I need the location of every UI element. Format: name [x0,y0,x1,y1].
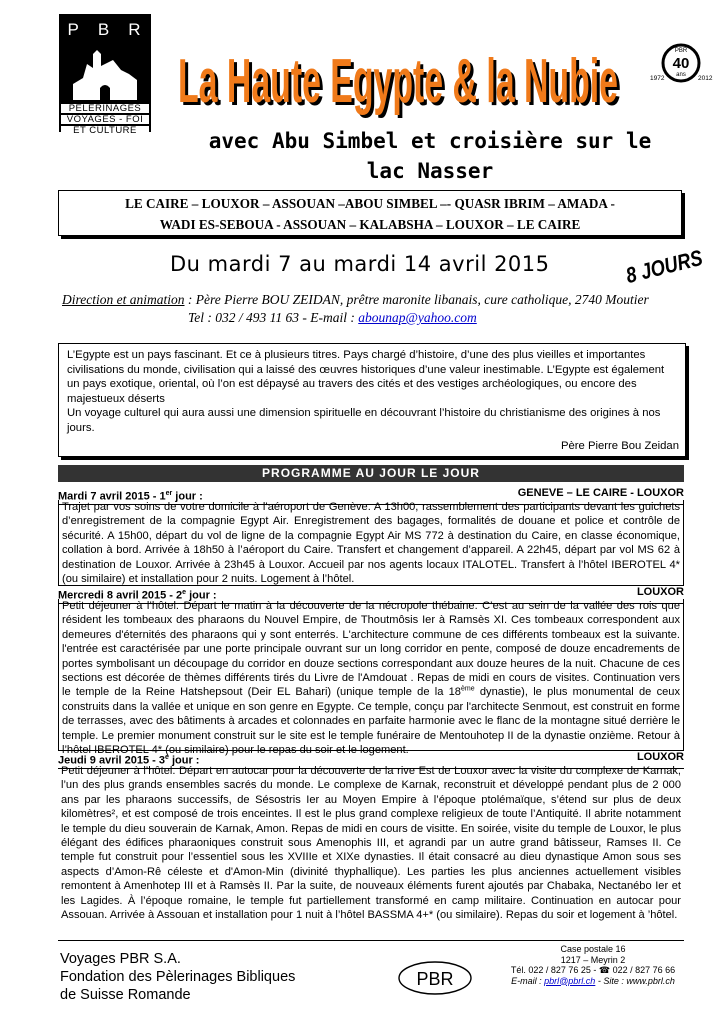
duration-badge [622,241,721,289]
day-title: Mardi 7 avril 2015 - 1 [58,490,166,503]
route-line: WADI ES-SEBOUA - ASSOUAN – KALABSHA – LOUXOR – LE CAIRE [159,217,581,232]
footer-line: Voyages PBR S.A. [60,951,181,967]
footer-company [60,950,295,1004]
subtitle-line: lac Nasser [366,159,494,183]
footer-line: de Suisse Romande [60,987,191,1003]
pbr-footer-logo [397,960,473,996]
logo-letter: P [67,20,81,39]
subtitle-line: avec Abu Simbel et croisière sur le [208,129,652,153]
pbr-logo [59,14,151,136]
logo-line: PÉLERINAGES [61,104,149,113]
day-title: Jeudi 9 avril 2015 - 3 [58,754,166,767]
intro-box [58,343,686,457]
direction-label: Direction et animation [62,292,185,307]
intro-paragraph: Un voyage culturel qui aura aussi une dimension spirituelle en découvrant l’histoire du christianisme des origines à nos jours. [67,407,661,434]
seal-left-year: 1972 [650,75,665,82]
footer-email-label: E-mail : [511,975,545,986]
seal-top: PBR [674,48,688,54]
contact-text: Tel : 032 / 493 11 63 - E-mail : [188,310,359,325]
title-shadow: La Haute Egypte & la Nubie [181,50,621,119]
day-route: GENEVE – LE CAIRE - LOUXOR [517,487,684,499]
footer-divider [58,940,684,941]
day-route: LOUXOR [636,751,684,763]
main-title [166,24,626,124]
seal-number: 40 [672,55,690,72]
church-icon [73,44,137,100]
day-body: Trajet par vos soins de votre domicile à l’aéroport de Genève. A 13h00, rassemblement des participants devant les guichets d’enregistrement de la compagnie Egypt Air. Enregistrement des bagages, formalités de douane et police et contrôle de sécurité. A 15h00, départ du vol de ligne de la compagnie Egypt Air MS 772 à destination du Caire, en classe économique, collation à bord. Arrivée à 18h50 à l’aéroport du Caire. Transfert et changement d’appareil. A 22h45, départ par vol MS 62 à destination de Louxor. Arrivée à 23h45 à Louxor. Accueil par nos agents locaux ITALOTEL. Transfert à l’hôtel IBEROTEL 4* (ou similaire) et installation pour 2 nuits. Logement à l’hôtel. [58,500,684,586]
footer-contact [500,944,686,986]
travel-dates: Du mardi 7 au mardi 14 avril 2015 [170,252,550,276]
logo-letter: B [97,20,112,39]
ordinal-suffix: e [165,754,169,761]
logo-letter: R [128,20,143,39]
day-route: LOUXOR [636,586,684,598]
day-body-text: Petit déjeuner à l’hôtel. Départ le matin à la découverte de la nécropole thébaine. C’est au sein de la vallée des rois que résident les tombeaux des pharaons du Nouvel Empire, de Thoutmôsis Ier à Ramsès XI. Ces tombeaux correspondent aux demeures d'éternités des pharaons qui y sont enterrés. L'architecture commune de ces différents tombeaux est la suivante. l'entrée est caractérisée par une porte principale ouvrant sur un long corridor en pente, composé de douze encadrements de portes symbolisant un découpage du corridor en douze sections correspondant aux douze heures de la nuit. Chacune de ces sections est décorée de thèmes différents tirés du Livre de l'Amdouat . Repas de midi en cours de visites. Continuation vers le temple de la Reine Hatshepsout (Deir EL Bahari) (unique temple de la 18 [62,600,680,699]
footer-email-link[interactable]: pbrl@pbrl.ch [544,975,596,986]
logo-line: ET CULTURE [61,126,149,135]
intro-signature: Père Pierre Bou Zeidan [560,440,679,452]
route-line: LE CAIRE – LOUXOR – ASSOUAN –ABOU SIMBEL –- QUASR IBRIM – AMADA - [125,196,615,211]
logo-line: VOYAGES - FOI [61,115,149,124]
seal-suffix: ans [676,72,686,78]
anniversary-seal [648,30,714,96]
programme-header: PROGRAMME AU JOUR LE JOUR [58,465,684,482]
footer-line: Fondation des Pèlerinages Bibliques [60,969,296,985]
ordinal-suffix: e [182,589,187,596]
logo-letters [59,20,151,40]
footer-contact-line: 1217 – Meyrin 2 [560,954,626,965]
footer-contact-line: Case postale 16 [560,944,626,954]
day-body-text: dynastie), le plus monumental de ceux construits dans la vallée et unique en son genre en Egypte. Ce temple, conçu par l'architecte Senmout, est construit en forme de terrasses, avec des bâtiments à arcades et colonnades en parfaite harmonie avec le flanc de la montagne situé derrière le temple. Le premier monument construit sur le site est le temple funéraire de Mentouhotep II de la dynastie onzième. Retour à l’hôtel IBEROTEL 4* (ou similaire) pour le repas du soir et le logement. [62,686,680,757]
ordinal-suffix: er [165,490,173,497]
footer-contact-line: Tél. 022 / 827 76 25 - ☎ 022 / 827 76 66 [510,965,676,975]
seal-right-year: 2012 [698,75,713,82]
intro-paragraph: L’Egypte est un pays fascinant. Et ce à plusieurs titres. Pays chargé d’histoire, d’une des plus vieilles et importantes civilisations du monde, civilisation qui a laissé des œuvres historiques d’une valeur inestimable. L’Egypte est également un pays exotique, oriental, où l’on est dépaysé au travers des cités et des vestiges archéologiques, ou encore des majestueux déserts [67,349,665,405]
day-title: Mercredi 8 avril 2015 - 2 [58,589,183,602]
duration-text: 8 JOURS [623,241,721,289]
ordinal-suffix: ème [460,685,475,693]
subtitle [160,126,700,186]
day-title-tail: jour : [172,490,203,503]
day-body: Petit déjeuner à l’hôtel. Départ en autocar pour la découverte de la rive Est de Louxor avec la visite du complexe de Karnak, l’un des plus grands ensembles sacrés du monde. Le complexe de Karnak, reconstruit et développé pendant plus de 2 000 ans par les pharaons successifs, de Sésostris Ier au Moyen Empire à l’époque ptolémaïque, s’étend sur plus de deux kilomètres², et est composé de trois enceintes. Il est le plus grand complexe religieux de toute l’Antiquité. Il abrite notamment le temple du dieu souverain de Karnak, Amon. Repas de midi en cours de visitte. En soirée, visite du temple de Louxor, le plus élégant des édifices pharaoniques construit sous Amenophis III, et agrandi par un autre grand bâtisseur, Ramses II. Ce temple fut construit pour l’essentiel sous les XVIIIe et XIXe dynasties. Il était consacré au dieu dynastique Amon sous ses aspects d’Amon-Rê céleste et d'Amon-Min (divinité thyphallique). Les parties les plus anciennes actuellement visibles remontent à Amenhotep III et à Ramsès II. Par la suite, de nouveaux éléments furent ajoutés par Chabaka, Nectanébo Ier et les Lagides. À l’époque romaine, le temple fut partiellement transformé en camp militaire. Continuation en autocar pour Assouan. Arrivée à Assouan et installation pour 1 nuit à l’hôtel BASSMA 4+* (ou similaire). Repas du soir et logement à ’hôtel. [61,765,681,922]
route-box [58,190,682,236]
direction-block [60,292,700,326]
footer-logo-text: PBR [416,969,454,989]
footer-site: - Site : www.pbrl.ch [595,975,675,986]
direction-text: : Père Pierre BOU ZEIDAN, prêtre maronite libanais, cure catholique, 2740 Moutier [184,292,649,307]
title-text: La Haute Egypte & la Nubie [178,47,618,116]
email-link[interactable]: abounap@yahoo.com [358,310,477,325]
day-title-tail: jour : [168,754,200,767]
day-title-tail: jour : [186,589,217,602]
